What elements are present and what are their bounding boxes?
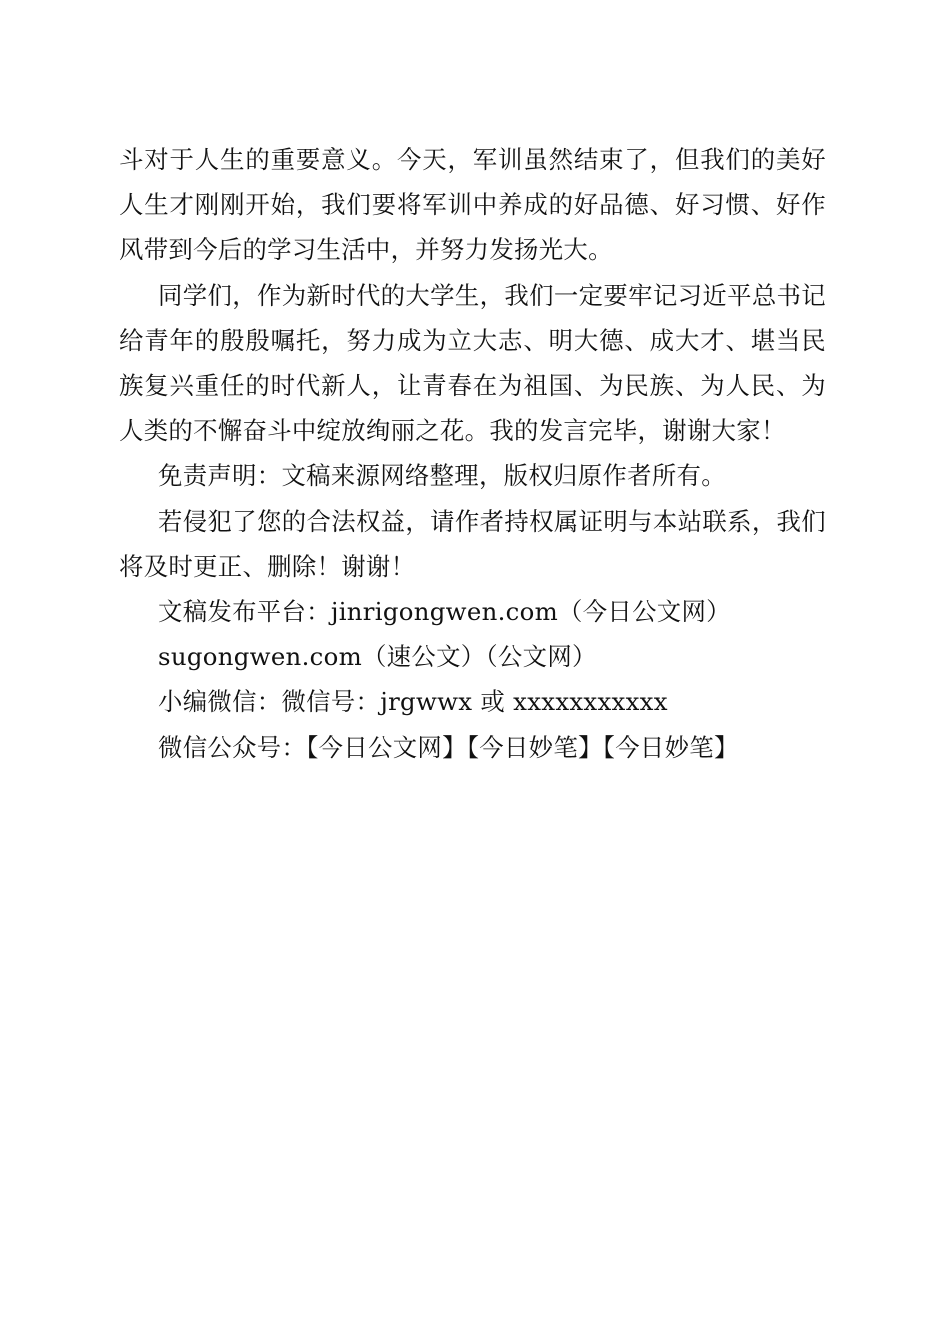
- wechat-official-line: 微信公众号：【今日公文网】【今日妙笔】【今日妙笔】: [158, 732, 739, 762]
- wechat-editor-line: 小编微信：微信号：jrgwwx 或 xxxxxxxxxxx: [158, 687, 668, 717]
- document-body: [119, 137, 826, 770]
- platform-line-2: sugongwen.com（速公文）（公文网）: [158, 642, 597, 672]
- disclaimer-line-2: 若侵犯了您的合法权益，请作者持权属证明与本站联系，我们将及时更正、删除！谢谢！: [119, 506, 826, 581]
- paragraph-closing-remarks: 同学们，作为新时代的大学生，我们一定要牢记习近平总书记给青年的殷殷嘱托，努力成为立大志、明大德、成大才、堪当民族复兴重任的时代新人，让青春在为祖国、为民族、为人民、为人类的不懈奋斗中绽放绚丽之花。我的发言完毕，谢谢大家！: [119, 280, 826, 446]
- paragraph-continuation: 斗对于人生的重要意义。今天，军训虽然结束了，但我们的美好人生才刚刚开始，我们要将军训中养成的好品德、好习惯、好作风带到今后的学习生活中，并努力发扬光大。: [119, 145, 826, 265]
- platform-line-1: 文稿发布平台：jinrigongwen.com（今日公文网）: [158, 597, 731, 627]
- disclaimer-line-1: 免责声明：文稿来源网络整理，版权归原作者所有。: [158, 461, 726, 491]
